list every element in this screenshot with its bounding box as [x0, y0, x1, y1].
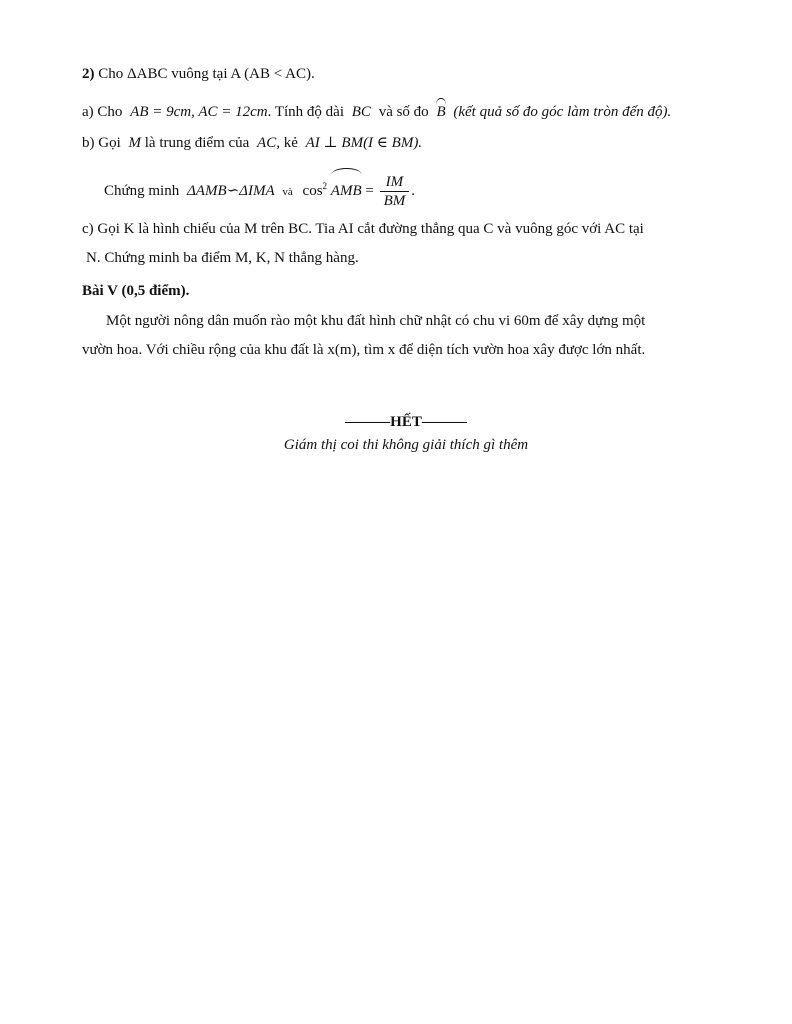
part-b	[82, 133, 422, 153]
part-a-and: và số đo	[378, 104, 429, 120]
part-c-line-1: c) Gọi K là hình chiếu của M trên BC. Tia AI cắt đường thẳng qua C và vuông góc với AC tại	[82, 221, 644, 237]
part-b-prove	[104, 166, 415, 212]
angle-b: B	[436, 104, 446, 120]
prove-lead: Chứng minh	[104, 183, 180, 199]
fraction-numerator: IM	[385, 174, 404, 191]
part-a-note: (kết quả số đo góc làm tròn đến độ).	[453, 104, 672, 120]
part-b-paren: (I ∈ BM).	[363, 135, 423, 151]
bai-5-line-2: vườn hoa. Với chiều rộng của khu đất là x(m), tìm x để diện tích vườn hoa xây được lớn nhất.	[82, 342, 646, 358]
perpendicular: AI ⊥ BM	[305, 135, 364, 151]
segment-ac: AC,	[257, 135, 280, 151]
fraction	[380, 173, 410, 210]
bai-5-line-1: Một người nông dân muốn rào một khu đất hình chữ nhật có chu vi 60m để xây dựng một	[106, 313, 646, 329]
cos-label: cos	[302, 183, 323, 199]
part-a-bc: BC	[351, 104, 371, 120]
part-a	[82, 102, 671, 122]
square: 2	[322, 181, 328, 191]
question-2-text: Cho ΔABC vuông tại A (AB < AC).	[98, 66, 315, 82]
part-a-lead: a) Cho	[82, 104, 123, 120]
part-a-given: AB = 9cm, AC = 12cm	[130, 104, 268, 120]
similarity: ΔAMB∽ΔIMA	[186, 183, 275, 199]
part-b-t2: kẻ	[283, 135, 298, 151]
part-c-line-2: N. Chứng minh ba điểm M, K, N thẳng hàng.	[86, 250, 359, 266]
part-b-lead: b) Gọi	[82, 135, 121, 151]
prove-end: .	[411, 183, 415, 199]
end-marker: ———HẾT———	[345, 414, 467, 430]
and-word: và	[282, 186, 293, 198]
question-number: 2)	[82, 66, 95, 82]
fraction-denominator: BM	[380, 191, 410, 210]
part-a-mid: . Tính độ dài	[267, 104, 345, 120]
bai-5-title: Bài V (0,5 điểm).	[82, 283, 190, 299]
equals: =	[365, 183, 374, 199]
proctor-note: Giám thị coi thi không giải thích gì thêm	[283, 437, 529, 453]
angle-amb: AMB	[331, 171, 362, 211]
part-b-t1: là trung điểm của	[144, 135, 250, 151]
point-m: M	[128, 135, 141, 151]
question-2-header	[82, 64, 315, 84]
